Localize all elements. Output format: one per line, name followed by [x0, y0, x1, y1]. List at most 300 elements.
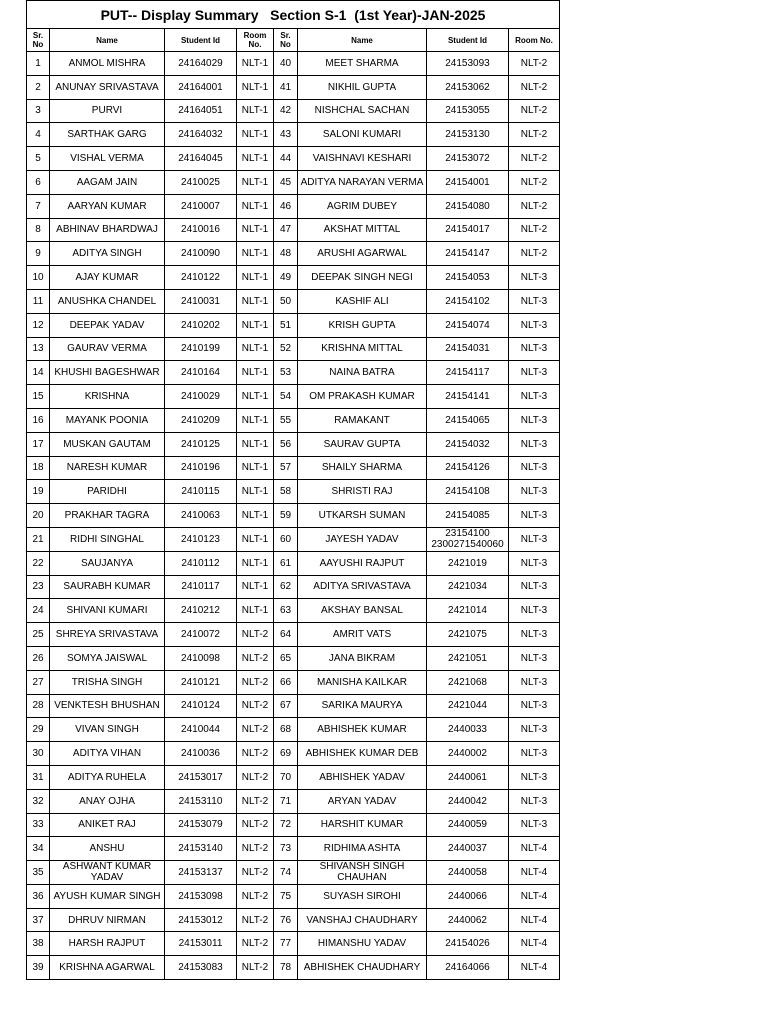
cell-name: NARESH KUMAR: [50, 456, 165, 480]
cell-student-id: 2410202: [165, 313, 237, 337]
cell-sr-no: 77: [274, 932, 298, 956]
cell-sr-no: 56: [274, 432, 298, 456]
cell-sr-no: 64: [274, 623, 298, 647]
cell-room-no: NLT-2: [237, 908, 274, 932]
cell-room-no: NLT-3: [509, 694, 560, 718]
cell-student-id: 2410209: [165, 408, 237, 432]
table-row: [27, 385, 560, 409]
cell-student-id: 24153072: [427, 147, 509, 171]
cell-sr-no: 74: [274, 861, 298, 885]
cell-room-no: NLT-2: [237, 718, 274, 742]
cell-name: SHRISTI RAJ: [298, 480, 427, 504]
cell-room-no: NLT-2: [237, 742, 274, 766]
table-row: [27, 504, 560, 528]
cell-sr-no: 59: [274, 504, 298, 528]
cell-sr-no: 17: [27, 432, 50, 456]
cell-sr-no: 50: [274, 289, 298, 313]
cell-room-no: NLT-3: [509, 742, 560, 766]
cell-room-no: NLT-1: [237, 194, 274, 218]
cell-room-no: NLT-1: [237, 99, 274, 123]
cell-sr-no: 44: [274, 147, 298, 171]
cell-sr-no: 45: [274, 170, 298, 194]
summary-table: [26, 0, 560, 980]
cell-name: ADITYA NARAYAN VERMA: [298, 170, 427, 194]
cell-sr-no: 26: [27, 646, 50, 670]
cell-name: RIDHI SINGHAL: [50, 527, 165, 551]
cell-sr-no: 22: [27, 551, 50, 575]
cell-name: MEET SHARMA: [298, 52, 427, 76]
cell-room-no: NLT-2: [509, 99, 560, 123]
cell-sr-no: 66: [274, 670, 298, 694]
cell-name: ADITYA VIHAN: [50, 742, 165, 766]
cell-student-id: 24154108: [427, 480, 509, 504]
cell-student-id: 24164051: [165, 99, 237, 123]
cell-sr-no: 62: [274, 575, 298, 599]
cell-sr-no: 57: [274, 456, 298, 480]
cell-name: MAYANK POONIA: [50, 408, 165, 432]
cell-name: AAYUSHI RAJPUT: [298, 551, 427, 575]
cell-name: KASHIF ALI: [298, 289, 427, 313]
cell-student-id: 24153130: [427, 123, 509, 147]
cell-name: ASHWANT KUMAR YADAV: [50, 861, 165, 885]
cell-name: ABHINAV BHARDWAJ: [50, 218, 165, 242]
cell-name: AGRIM DUBEY: [298, 194, 427, 218]
cell-student-id: 2410031: [165, 289, 237, 313]
cell-sr-no: 9: [27, 242, 50, 266]
cell-room-no: NLT-3: [509, 646, 560, 670]
table-row: [27, 218, 560, 242]
cell-sr-no: 20: [27, 504, 50, 528]
table-row: [27, 884, 560, 908]
summary-sheet: [26, 0, 559, 980]
table-row: [27, 408, 560, 432]
cell-room-no: NLT-1: [237, 432, 274, 456]
cell-sr-no: 40: [274, 52, 298, 76]
cell-student-id: 2410123: [165, 527, 237, 551]
cell-name: ABHISHEK KUMAR DEB: [298, 742, 427, 766]
cell-sr-no: 55: [274, 408, 298, 432]
cell-room-no: NLT-2: [237, 884, 274, 908]
col-header-room-no: Room No.: [509, 29, 560, 52]
cell-name: AYUSH KUMAR SINGH: [50, 884, 165, 908]
cell-sr-no: 11: [27, 289, 50, 313]
cell-room-no: NLT-3: [509, 575, 560, 599]
table-row: [27, 432, 560, 456]
cell-student-id: 2410122: [165, 266, 237, 290]
cell-sr-no: 48: [274, 242, 298, 266]
cell-student-id: 2410044: [165, 718, 237, 742]
cell-student-id: 2440059: [427, 813, 509, 837]
cell-name: ADITYA RUHELA: [50, 765, 165, 789]
cell-sr-no: 29: [27, 718, 50, 742]
table-row: [27, 147, 560, 171]
cell-room-no: NLT-1: [237, 266, 274, 290]
cell-room-no: NLT-2: [509, 75, 560, 99]
table-row: [27, 52, 560, 76]
cell-sr-no: 67: [274, 694, 298, 718]
cell-student-id: 24153062: [427, 75, 509, 99]
cell-name: AKSHAT MITTAL: [298, 218, 427, 242]
cell-student-id: 2421034: [427, 575, 509, 599]
cell-student-id: 24153140: [165, 837, 237, 861]
table-row: [27, 289, 560, 313]
cell-room-no: NLT-3: [509, 337, 560, 361]
cell-sr-no: 15: [27, 385, 50, 409]
table-row: [27, 908, 560, 932]
cell-sr-no: 47: [274, 218, 298, 242]
cell-room-no: NLT-2: [237, 932, 274, 956]
table-row: [27, 575, 560, 599]
table-row: [27, 242, 560, 266]
cell-name: VISHAL VERMA: [50, 147, 165, 171]
cell-sr-no: 2: [27, 75, 50, 99]
cell-room-no: NLT-1: [237, 52, 274, 76]
cell-room-no: NLT-1: [237, 504, 274, 528]
cell-student-id: 2440037: [427, 837, 509, 861]
cell-student-id: 2440058: [427, 861, 509, 885]
cell-room-no: NLT-3: [509, 432, 560, 456]
cell-sr-no: 58: [274, 480, 298, 504]
cell-room-no: NLT-3: [509, 551, 560, 575]
cell-name: SARIKA MAURYA: [298, 694, 427, 718]
cell-sr-no: 60: [274, 527, 298, 551]
cell-student-id: 2421075: [427, 623, 509, 647]
cell-name: VENKTESH BHUSHAN: [50, 694, 165, 718]
cell-sr-no: 13: [27, 337, 50, 361]
cell-sr-no: 38: [27, 932, 50, 956]
cell-name: KHUSHI BAGESHWAR: [50, 361, 165, 385]
table-row: [27, 123, 560, 147]
cell-name: KRISH GUPTA: [298, 313, 427, 337]
col-header-room-no: Room No.: [237, 29, 274, 52]
cell-sr-no: 53: [274, 361, 298, 385]
cell-sr-no: 61: [274, 551, 298, 575]
table-row: [27, 956, 560, 980]
cell-name: HARSH RAJPUT: [50, 932, 165, 956]
cell-student-id: 2410196: [165, 456, 237, 480]
cell-room-no: NLT-2: [509, 123, 560, 147]
cell-student-id: 2421014: [427, 599, 509, 623]
cell-sr-no: 32: [27, 789, 50, 813]
cell-student-id: 2410124: [165, 694, 237, 718]
cell-name: HARSHIT KUMAR: [298, 813, 427, 837]
cell-sr-no: 68: [274, 718, 298, 742]
cell-sr-no: 8: [27, 218, 50, 242]
cell-student-id: 24154141: [427, 385, 509, 409]
cell-sr-no: 16: [27, 408, 50, 432]
cell-room-no: NLT-1: [237, 313, 274, 337]
cell-name: SALONI KUMARI: [298, 123, 427, 147]
cell-room-no: NLT-1: [237, 147, 274, 171]
cell-name: MUSKAN GAUTAM: [50, 432, 165, 456]
cell-student-id: 2410117: [165, 575, 237, 599]
cell-name: ADITYA SRIVASTAVA: [298, 575, 427, 599]
cell-student-id: 24154017: [427, 218, 509, 242]
cell-student-id: 2410125: [165, 432, 237, 456]
cell-name: DHRUV NIRMAN: [50, 908, 165, 932]
cell-room-no: NLT-2: [509, 218, 560, 242]
cell-name: ADITYA SINGH: [50, 242, 165, 266]
cell-student-id: 24154102: [427, 289, 509, 313]
cell-student-id: 24154085: [427, 504, 509, 528]
cell-student-id: 2410025: [165, 170, 237, 194]
cell-room-no: NLT-1: [237, 456, 274, 480]
cell-room-no: NLT-2: [237, 670, 274, 694]
cell-name: AJAY KUMAR: [50, 266, 165, 290]
cell-student-id: [427, 527, 509, 551]
cell-student-id: 24153011: [165, 932, 237, 956]
cell-sr-no: 25: [27, 623, 50, 647]
cell-name: MANISHA KAILKAR: [298, 670, 427, 694]
cell-student-id: 24154065: [427, 408, 509, 432]
cell-name: NAINA BATRA: [298, 361, 427, 385]
cell-student-id: 2410121: [165, 670, 237, 694]
cell-room-no: NLT-4: [509, 956, 560, 980]
cell-name: PRAKHAR TAGRA: [50, 504, 165, 528]
page-title: PUT-- Display Summary Section S-1 (1st Year)-JAN-2025: [27, 1, 560, 29]
cell-sr-no: 3: [27, 99, 50, 123]
cell-sr-no: 41: [274, 75, 298, 99]
cell-sr-no: 4: [27, 123, 50, 147]
cell-room-no: NLT-2: [237, 789, 274, 813]
cell-name: AARYAN KUMAR: [50, 194, 165, 218]
cell-sr-no: 43: [274, 123, 298, 147]
cell-student-id: 24154080: [427, 194, 509, 218]
table-row: [27, 337, 560, 361]
cell-room-no: NLT-1: [237, 480, 274, 504]
cell-student-id: 2410007: [165, 194, 237, 218]
cell-sr-no: 34: [27, 837, 50, 861]
cell-student-id: 24154026: [427, 932, 509, 956]
table-row: [27, 170, 560, 194]
cell-student-id: 2421019: [427, 551, 509, 575]
cell-student-id: 24153055: [427, 99, 509, 123]
cell-room-no: NLT-3: [509, 456, 560, 480]
cell-sr-no: 23: [27, 575, 50, 599]
table-row: [27, 623, 560, 647]
cell-room-no: NLT-2: [237, 765, 274, 789]
cell-name: SHAILY SHARMA: [298, 456, 427, 480]
cell-room-no: NLT-1: [237, 337, 274, 361]
cell-name: NIKHIL GUPTA: [298, 75, 427, 99]
cell-student-id: 2410090: [165, 242, 237, 266]
cell-student-id: 24154053: [427, 266, 509, 290]
table-row: [27, 742, 560, 766]
cell-sr-no: 75: [274, 884, 298, 908]
cell-sr-no: 73: [274, 837, 298, 861]
cell-sr-no: 51: [274, 313, 298, 337]
cell-name: DEEPAK YADAV: [50, 313, 165, 337]
cell-student-id: 24153083: [165, 956, 237, 980]
cell-sr-no: 6: [27, 170, 50, 194]
cell-name: UTKARSH SUMAN: [298, 504, 427, 528]
cell-student-id: 24153012: [165, 908, 237, 932]
cell-name: ABHISHEK YADAV: [298, 765, 427, 789]
col-header-name: Name: [298, 29, 427, 52]
cell-name: ANUSHKA CHANDEL: [50, 289, 165, 313]
cell-name: RIDHIMA ASHTA: [298, 837, 427, 861]
cell-room-no: NLT-2: [509, 194, 560, 218]
cell-student-id: 2440042: [427, 789, 509, 813]
cell-room-no: NLT-1: [237, 551, 274, 575]
cell-sr-no: 27: [27, 670, 50, 694]
table-row: [27, 932, 560, 956]
cell-sr-no: 21: [27, 527, 50, 551]
cell-sr-no: 5: [27, 147, 50, 171]
cell-name: RAMAKANT: [298, 408, 427, 432]
cell-name: GAURAV VERMA: [50, 337, 165, 361]
cell-name: KRISHNA: [50, 385, 165, 409]
cell-name: DEEPAK SINGH NEGI: [298, 266, 427, 290]
student-id-primary: 23154100: [445, 528, 490, 540]
cell-student-id: 24153017: [165, 765, 237, 789]
cell-name: SAURABH KUMAR: [50, 575, 165, 599]
cell-name: JAYESH YADAV: [298, 527, 427, 551]
table-row: [27, 456, 560, 480]
cell-name: ARUSHI AGARWAL: [298, 242, 427, 266]
cell-name: ANUNAY SRIVASTAVA: [50, 75, 165, 99]
cell-sr-no: 28: [27, 694, 50, 718]
cell-name: OM PRAKASH KUMAR: [298, 385, 427, 409]
cell-student-id: 24164001: [165, 75, 237, 99]
cell-student-id: 2410115: [165, 480, 237, 504]
cell-name: SOMYA JAISWAL: [50, 646, 165, 670]
table-row: [27, 75, 560, 99]
cell-room-no: NLT-2: [237, 837, 274, 861]
table-row: [27, 527, 560, 551]
cell-student-id: 2410164: [165, 361, 237, 385]
cell-student-id: 2410036: [165, 742, 237, 766]
table-row: [27, 837, 560, 861]
col-header-student-id: Student Id: [427, 29, 509, 52]
cell-room-no: NLT-3: [509, 623, 560, 647]
cell-room-no: NLT-3: [509, 670, 560, 694]
cell-sr-no: 65: [274, 646, 298, 670]
cell-room-no: NLT-3: [509, 718, 560, 742]
table-row: [27, 670, 560, 694]
cell-name: SHIVANSH SINGH CHAUHAN: [298, 861, 427, 885]
col-header-name: Name: [50, 29, 165, 52]
cell-sr-no: 1: [27, 52, 50, 76]
cell-name: PARIDHI: [50, 480, 165, 504]
col-header-student-id: Student Id: [165, 29, 237, 52]
cell-student-id: 2410029: [165, 385, 237, 409]
cell-student-id: 2440002: [427, 742, 509, 766]
cell-name: AMRIT VATS: [298, 623, 427, 647]
cell-room-no: NLT-4: [509, 932, 560, 956]
cell-student-id: 24164066: [427, 956, 509, 980]
cell-room-no: NLT-1: [237, 599, 274, 623]
cell-sr-no: 35: [27, 861, 50, 885]
cell-room-no: NLT-1: [237, 408, 274, 432]
cell-room-no: NLT-1: [237, 361, 274, 385]
table-row: [27, 599, 560, 623]
cell-student-id: 24153079: [165, 813, 237, 837]
student-id-secondary: 2300271540060: [431, 539, 504, 551]
cell-sr-no: 63: [274, 599, 298, 623]
table-row: [27, 313, 560, 337]
cell-sr-no: 24: [27, 599, 50, 623]
cell-room-no: NLT-2: [509, 147, 560, 171]
cell-name: NISHCHAL SACHAN: [298, 99, 427, 123]
cell-student-id: 2421051: [427, 646, 509, 670]
cell-sr-no: 69: [274, 742, 298, 766]
cell-name: SUYASH SIROHI: [298, 884, 427, 908]
cell-room-no: NLT-3: [509, 361, 560, 385]
cell-sr-no: 18: [27, 456, 50, 480]
cell-name: VIVAN SINGH: [50, 718, 165, 742]
table-row: [27, 361, 560, 385]
cell-student-id: 2421044: [427, 694, 509, 718]
table-row: [27, 765, 560, 789]
cell-student-id: 24153098: [165, 884, 237, 908]
cell-room-no: NLT-3: [509, 480, 560, 504]
cell-room-no: NLT-1: [237, 527, 274, 551]
cell-sr-no: 42: [274, 99, 298, 123]
cell-name: ABHISHEK KUMAR: [298, 718, 427, 742]
cell-name: AKSHAY BANSAL: [298, 599, 427, 623]
cell-room-no: NLT-3: [509, 765, 560, 789]
cell-student-id: 24154031: [427, 337, 509, 361]
cell-name: ANAY OJHA: [50, 789, 165, 813]
cell-sr-no: 10: [27, 266, 50, 290]
cell-student-id: 24153110: [165, 789, 237, 813]
table-row: [27, 646, 560, 670]
cell-name: SARTHAK GARG: [50, 123, 165, 147]
col-header-sr-no: Sr. No: [27, 29, 50, 52]
table-row: [27, 718, 560, 742]
cell-room-no: NLT-3: [509, 789, 560, 813]
cell-student-id: 2410063: [165, 504, 237, 528]
cell-room-no: NLT-3: [509, 408, 560, 432]
cell-sr-no: 39: [27, 956, 50, 980]
cell-student-id: 24154074: [427, 313, 509, 337]
cell-name: ANMOL MISHRA: [50, 52, 165, 76]
table-body: [27, 52, 560, 980]
cell-room-no: NLT-3: [509, 385, 560, 409]
cell-name: KRISHNA MITTAL: [298, 337, 427, 361]
cell-student-id: 2440066: [427, 884, 509, 908]
table-row: [27, 99, 560, 123]
cell-room-no: NLT-1: [237, 218, 274, 242]
cell-student-id: 2410112: [165, 551, 237, 575]
cell-sr-no: 33: [27, 813, 50, 837]
cell-room-no: NLT-2: [509, 52, 560, 76]
cell-sr-no: 49: [274, 266, 298, 290]
cell-sr-no: 37: [27, 908, 50, 932]
cell-sr-no: 7: [27, 194, 50, 218]
cell-student-id: 2440033: [427, 718, 509, 742]
cell-room-no: NLT-4: [509, 861, 560, 885]
cell-room-no: NLT-3: [509, 266, 560, 290]
cell-room-no: NLT-1: [237, 289, 274, 313]
cell-sr-no: 71: [274, 789, 298, 813]
cell-sr-no: 30: [27, 742, 50, 766]
cell-student-id: 24153093: [427, 52, 509, 76]
cell-sr-no: 72: [274, 813, 298, 837]
cell-name: AAGAM JAIN: [50, 170, 165, 194]
cell-student-id: 24154032: [427, 432, 509, 456]
cell-room-no: NLT-1: [237, 575, 274, 599]
cell-name: TRISHA SINGH: [50, 670, 165, 694]
cell-room-no: NLT-2: [237, 956, 274, 980]
cell-room-no: NLT-1: [237, 242, 274, 266]
header-row: [27, 29, 560, 52]
table-row: [27, 194, 560, 218]
cell-name: VAISHNAVI KESHARI: [298, 147, 427, 171]
cell-student-id: 24154147: [427, 242, 509, 266]
cell-student-id: 2410072: [165, 623, 237, 647]
